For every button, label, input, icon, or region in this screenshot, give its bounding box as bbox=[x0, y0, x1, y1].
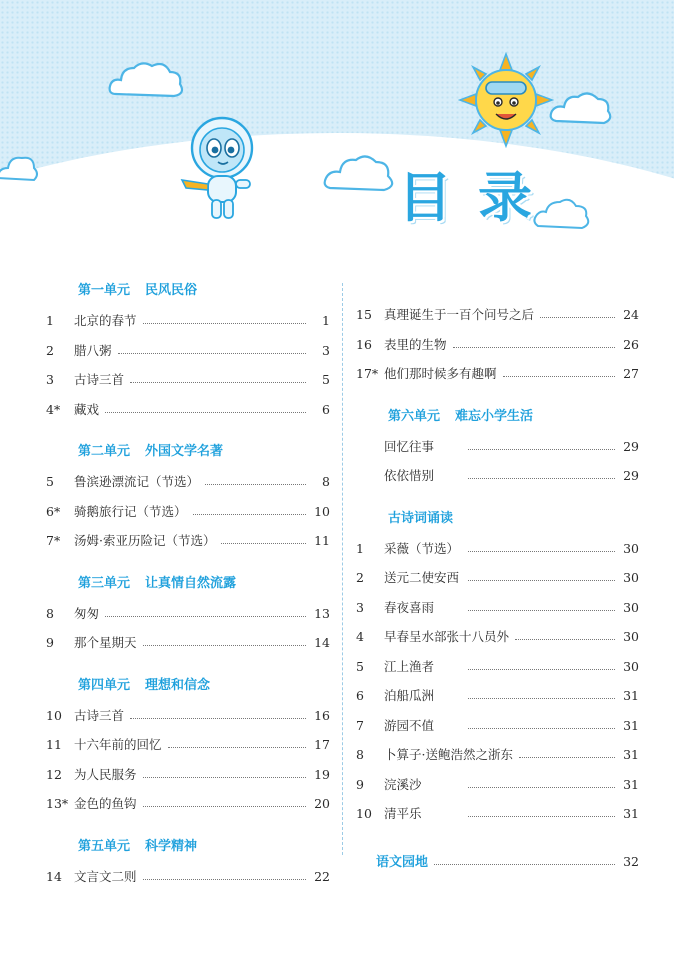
entry-title: 依依惜别 bbox=[384, 468, 435, 483]
toc-entry[interactable] bbox=[46, 599, 330, 629]
toc-entry[interactable] bbox=[356, 770, 639, 800]
leader-dots bbox=[468, 580, 615, 581]
entry-title: 送元二使安西 bbox=[384, 570, 460, 585]
leader-dots bbox=[468, 787, 615, 788]
entry-page: 10 bbox=[314, 503, 330, 519]
entry-page: 27 bbox=[623, 366, 639, 381]
toc-entry[interactable] bbox=[356, 622, 639, 652]
entry-page: 14 bbox=[314, 635, 330, 650]
unit-heading[interactable] bbox=[356, 504, 639, 534]
entry-number: 2 bbox=[46, 342, 54, 358]
leader-dots bbox=[468, 551, 615, 552]
unit-theme: 难忘小学生活 bbox=[455, 408, 534, 424]
page-title: 目录 bbox=[398, 166, 558, 229]
entry-page: 11 bbox=[314, 533, 330, 548]
entry-title: 匆匆 bbox=[74, 605, 100, 621]
entry-title: 古诗三首 bbox=[74, 707, 125, 723]
entry-title: 金色的鱼钩 bbox=[74, 796, 137, 811]
leader-dots bbox=[118, 353, 306, 354]
leader-dots bbox=[515, 639, 615, 640]
entry-page: 31 bbox=[623, 747, 639, 762]
entry-number: 6 bbox=[356, 688, 364, 703]
unit-heading[interactable] bbox=[46, 671, 330, 701]
leader-dots bbox=[434, 864, 615, 865]
entry-page: 31 bbox=[623, 806, 639, 821]
entry-title: 汤姆·索亚历险记（节选） bbox=[74, 533, 216, 548]
entry-title: 春夜喜雨 bbox=[384, 599, 435, 615]
toc-entry[interactable] bbox=[46, 789, 330, 819]
entry-page: 30 bbox=[623, 629, 639, 644]
leader-dots bbox=[143, 777, 306, 778]
entry-title: 文言文二则 bbox=[74, 868, 137, 884]
entry-title: 语文园地 bbox=[376, 854, 429, 870]
sun-with-goggles-illustration bbox=[458, 52, 554, 148]
entry-page: 30 bbox=[623, 570, 639, 585]
toc-entry[interactable] bbox=[46, 760, 330, 790]
leader-dots bbox=[468, 610, 615, 611]
entry-number: 8 bbox=[46, 605, 54, 621]
entry-number: 3 bbox=[46, 372, 54, 387]
entry-page: 22 bbox=[314, 868, 330, 884]
leader-dots bbox=[468, 669, 615, 670]
entry-page: 30 bbox=[623, 658, 639, 674]
unit-number: 第三单元 bbox=[78, 575, 131, 591]
toc-entry[interactable] bbox=[46, 336, 330, 366]
entry-title: 泊船瓜洲 bbox=[384, 688, 435, 703]
unit-theme: 外国文学名著 bbox=[145, 444, 224, 459]
entry-page: 13 bbox=[314, 605, 330, 621]
entry-title: 表里的生物 bbox=[384, 336, 447, 352]
leader-dots bbox=[468, 449, 615, 450]
leader-dots bbox=[130, 718, 306, 719]
leader-dots bbox=[468, 478, 615, 479]
leader-dots bbox=[105, 616, 306, 617]
entry-number: 9 bbox=[46, 635, 54, 650]
unit-heading[interactable] bbox=[356, 402, 639, 432]
toc-entry[interactable] bbox=[356, 300, 639, 330]
entry-number: 8 bbox=[356, 747, 364, 762]
unit-theme: 民风民俗 bbox=[145, 283, 198, 298]
entry-page: 29 bbox=[623, 438, 639, 454]
toc-entry[interactable] bbox=[46, 467, 330, 497]
entry-page: 26 bbox=[623, 336, 639, 352]
leader-dots bbox=[205, 484, 306, 485]
entry-number: 15 bbox=[356, 307, 372, 322]
toc-entry[interactable] bbox=[46, 365, 330, 395]
toc-entry[interactable] bbox=[46, 628, 330, 658]
entry-title: 真理诞生于一百个问号之后 bbox=[384, 307, 535, 322]
entry-number: 11 bbox=[46, 737, 62, 752]
entry-number: 1 bbox=[356, 540, 364, 556]
entry-number: 14 bbox=[46, 868, 62, 884]
leader-dots bbox=[468, 816, 615, 817]
toc-entry[interactable] bbox=[46, 497, 330, 527]
entry-page: 31 bbox=[623, 776, 639, 792]
entry-number: 4 bbox=[356, 629, 364, 644]
toc-entry[interactable] bbox=[356, 681, 639, 711]
entry-page: 6 bbox=[322, 401, 330, 417]
leader-dots bbox=[168, 747, 306, 748]
unit-number: 古诗词诵读 bbox=[388, 510, 454, 526]
leader-dots bbox=[519, 757, 615, 758]
entry-title: 腊八粥 bbox=[74, 342, 112, 358]
toc-entry[interactable] bbox=[46, 306, 330, 336]
entry-page: 30 bbox=[623, 599, 639, 615]
leader-dots bbox=[105, 412, 306, 413]
toc-entry[interactable] bbox=[356, 534, 639, 564]
leader-dots bbox=[130, 382, 306, 383]
leader-dots bbox=[221, 543, 306, 544]
toc-entry[interactable] bbox=[46, 862, 330, 892]
unit-number: 第四单元 bbox=[78, 677, 131, 693]
entry-page: 31 bbox=[623, 688, 639, 703]
unit-heading[interactable] bbox=[46, 437, 330, 467]
toc-entry[interactable] bbox=[356, 330, 639, 360]
toc-entry[interactable] bbox=[356, 461, 639, 491]
entry-number: 5 bbox=[356, 658, 364, 674]
entry-page: 30 bbox=[623, 540, 639, 556]
entry-number: 10 bbox=[46, 707, 62, 723]
leader-dots bbox=[453, 347, 615, 348]
entry-page: 1 bbox=[322, 313, 330, 328]
entry-number: 7* bbox=[46, 533, 61, 548]
leader-dots bbox=[503, 376, 615, 377]
entry-number: 7 bbox=[356, 717, 364, 733]
leader-dots bbox=[540, 317, 615, 318]
cloud-icon-mid-left bbox=[0, 150, 38, 186]
leader-dots bbox=[143, 879, 306, 880]
toc-entry[interactable] bbox=[46, 526, 330, 556]
entry-page: 29 bbox=[623, 468, 639, 483]
toc-entry[interactable] bbox=[356, 711, 639, 741]
cloud-icon-top-left bbox=[106, 56, 186, 106]
entry-number: 1 bbox=[46, 313, 54, 328]
toc-entry[interactable] bbox=[356, 432, 639, 462]
leader-dots bbox=[468, 698, 615, 699]
entry-page: 3 bbox=[322, 342, 330, 358]
toc-entry[interactable] bbox=[46, 701, 330, 731]
entry-title: 鲁滨逊漂流记（节选） bbox=[74, 474, 200, 489]
entry-title: 骑鹅旅行记（节选） bbox=[74, 503, 187, 519]
entry-title: 卜算子·送鲍浩然之浙东 bbox=[384, 747, 513, 762]
toc-entry[interactable] bbox=[356, 652, 639, 682]
entry-title: 清平乐 bbox=[384, 806, 422, 821]
entry-page: 17 bbox=[314, 737, 330, 752]
entry-number: 5 bbox=[46, 474, 54, 489]
toc-entry[interactable] bbox=[356, 563, 639, 593]
entry-title: 他们那时候多有趣啊 bbox=[384, 366, 497, 381]
entry-title: 江上渔者 bbox=[384, 658, 435, 674]
entry-title: 古诗三首 bbox=[74, 372, 125, 387]
leader-dots bbox=[143, 806, 306, 807]
entry-number: 17* bbox=[356, 366, 379, 381]
entry-title: 采薇（节选） bbox=[384, 540, 460, 556]
column-divider bbox=[342, 283, 343, 855]
toc-entry[interactable] bbox=[356, 799, 639, 829]
entry-title: 北京的春节 bbox=[74, 313, 137, 328]
entry-number: 6* bbox=[46, 503, 61, 519]
entry-number: 3 bbox=[356, 599, 364, 615]
astronaut-mascot-illustration bbox=[174, 114, 264, 224]
entry-page: 31 bbox=[623, 717, 639, 733]
unit-number: 第六单元 bbox=[388, 408, 441, 424]
entry-number: 12 bbox=[46, 766, 62, 782]
entry-title: 早春呈水部张十八员外 bbox=[384, 629, 510, 644]
unit-number: 第二单元 bbox=[78, 444, 131, 459]
leader-dots bbox=[468, 728, 615, 729]
toc-left-column bbox=[46, 276, 330, 891]
entry-page: 32 bbox=[623, 853, 639, 869]
unit-theme: 理想和信念 bbox=[145, 677, 211, 693]
entry-number: 9 bbox=[356, 776, 364, 792]
entry-title: 十六年前的回忆 bbox=[74, 737, 162, 752]
toc-entry[interactable] bbox=[356, 740, 639, 770]
toc-right-column bbox=[356, 300, 639, 877]
entry-page: 20 bbox=[314, 796, 330, 811]
entry-number: 16 bbox=[356, 336, 372, 352]
entry-title: 藏戏 bbox=[74, 401, 100, 417]
unit-theme: 科学精神 bbox=[145, 838, 198, 854]
cloud-icon-sun-right bbox=[548, 85, 614, 131]
entry-title: 游园不值 bbox=[384, 717, 435, 733]
toc-entry[interactable] bbox=[356, 593, 639, 623]
toc-entry-final[interactable] bbox=[356, 847, 639, 877]
unit-heading[interactable] bbox=[46, 276, 330, 306]
cloud-icon-title-left bbox=[322, 150, 398, 198]
entry-number: 10 bbox=[356, 806, 372, 821]
entry-page: 5 bbox=[322, 372, 330, 387]
entry-title: 浣溪沙 bbox=[384, 776, 422, 792]
unit-number: 第五单元 bbox=[78, 838, 131, 854]
unit-theme: 让真情自然流露 bbox=[145, 575, 237, 591]
unit-heading[interactable] bbox=[46, 569, 330, 599]
leader-dots bbox=[193, 514, 306, 515]
entry-number: 13* bbox=[46, 796, 69, 811]
entry-number: 2 bbox=[356, 570, 364, 585]
toc-entry[interactable] bbox=[46, 730, 330, 760]
entry-title: 那个星期天 bbox=[74, 635, 137, 650]
entry-title: 为人民服务 bbox=[74, 766, 137, 782]
leader-dots bbox=[143, 645, 306, 646]
entry-title: 回忆往事 bbox=[384, 438, 435, 454]
entry-page: 8 bbox=[322, 474, 330, 489]
leader-dots bbox=[143, 323, 306, 324]
toc-entry[interactable] bbox=[356, 359, 639, 389]
entry-page: 24 bbox=[623, 307, 639, 322]
toc-entry[interactable] bbox=[46, 395, 330, 425]
entry-page: 19 bbox=[314, 766, 330, 782]
entry-number: 4* bbox=[46, 401, 61, 417]
unit-heading[interactable] bbox=[46, 832, 330, 862]
unit-number: 第一单元 bbox=[78, 283, 131, 298]
entry-page: 16 bbox=[314, 707, 330, 723]
